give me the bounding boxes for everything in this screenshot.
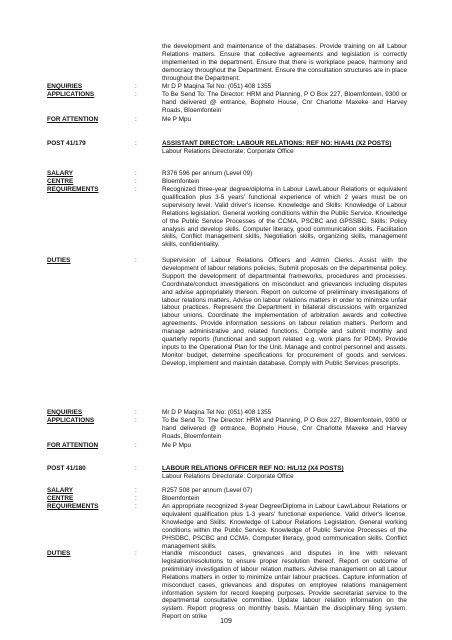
salary-value: R257 508 per annum (Level 07) <box>162 487 253 494</box>
colon: : <box>135 116 137 123</box>
intro-text: the development and maintenance of the databases. Provide training on all Labour Relations matters. Ensure that collective agreements and legislation is correctly implemented in the department. Ensure that there is workplace peace, harmony and democracy throughout the Department. Ensure the consultation structures are in place throughout the Department. <box>162 43 407 82</box>
duties-row-180 <box>47 550 407 621</box>
duties-value: Supervision of Labour Relations Officers and Admin Clerks. Assist with the development of labour relations policies. Submit proposals on the departmental policy. Support the development of departmental frameworks, procedures and processes. Coordinate/conduct investigations on misconduct and grievances including disputes and advise appropriately thereon. Report on outcome of preliminary investigations of labour relations matters. Advise on labour relations matters in order to minimize unfair labour practices. Represent the Department in bilateral discussions with organized labour unions. Coordinate the implementation of arbitration awards and collective agreements. Provide information sessions on labour relation matters. Perform and manage administrative and related functions. Compile and submit monthly and quarterly reports (functional and support related e.g. work plans for PDM). Provide inputs to the Operational Plan for the Unit. Manage and control personnel and assets. Monitor budget, determine specifications for procurement of goods and services. Develop, implement and maintain database. Comply with Public Services prescripts. <box>162 257 407 367</box>
post-title: ASSISTANT DIRECTOR: LABOUR RELATIONS: REF NO: H/A/41 (X2 POSTS) <box>162 140 392 147</box>
enquiries-label: ENQUIRIES <box>47 409 83 416</box>
requirements-row-180 <box>47 503 407 550</box>
requirements-label: REQUIREMENTS <box>47 186 99 193</box>
requirements-value: Recognized three-year degree/diploma in Labour Law/Labour Relations or equivalent qualification plus 3-5 years' functional experience of which 2 years must be on supervisory level. Valid driver's license. Knowledge and Skills: Knowledge of Labour Relations legislation. General working conditions within the Public Service. Knowledge of the Public Service Processes of the CCMA, PSCBC and GPSSBC. Skills: Policy analysis and develop skills. Computer literacy, good communication skills. Facilitation skills, Conflict management skills, Negotiation skills, organizing skills, management skills, confidentiality. <box>162 186 407 249</box>
colon: : <box>135 140 137 147</box>
duties-value: Handle misconduct cases, grievances and disputes in line with relevant legislation/resolutions to ensure proper resolution thereof. Report on outcome of preliminary investigation of labour relation matters. Advise management on all Labour Relations matters in order to minimize unfair labour practices. Capture information of misconduct cases, grievances and disputes on employee relations management information system for record keeping purposes. Provide secretariat service to the departmental consultative committee. Update labour relation information on the system. Report progress on monthly basis. Maintain the disciplinary filing system. Report on strike <box>162 550 407 621</box>
duties-label: DUTIES <box>47 550 71 557</box>
centre-row-180 <box>47 495 407 503</box>
directorate-text: Labour Relations Directorate: Corporate Office <box>162 472 294 480</box>
colon: : <box>135 91 137 98</box>
applications-value: To Be Send To: The Director: HRM and Planning, P O Box 227, Bloemfontein, 9300 or hand delivered @ entrance, Bophelo House, Cnr Charlotte Maxeke and Harvey Roads, Bloemfontein <box>162 91 407 114</box>
centre-row-179 <box>47 178 407 186</box>
post-number-label: POST 41/179 <box>47 140 86 147</box>
enquiries-value: Mr D P Maqina Tel No: (051) 408 1355 <box>162 409 272 416</box>
post-header-180 <box>47 465 407 481</box>
directorate-text: Labour Relations Directorate: Corporate Office <box>162 147 294 155</box>
applications-value: To Be Send To: The Director: HRM and Planning, P O Box 227, Bloemfontein, 9300 or hand delivered @ entrance, Bophelo House, Cnr Charlotte Maxeke and Harvey Roads, Bloemfontein <box>162 417 407 440</box>
salary-value: R376 596 per annum (Level 09) <box>162 170 253 177</box>
colon: : <box>135 465 137 472</box>
attention-label: FOR ATTENTION <box>47 442 99 449</box>
colon: : <box>135 495 137 502</box>
attention-row-1 <box>47 116 407 124</box>
colon: : <box>135 170 137 177</box>
enquiries-row-1 <box>47 83 407 91</box>
attention-value: Me P Mpu <box>162 442 192 449</box>
colon: : <box>135 178 137 185</box>
attention-row-179 <box>47 442 407 450</box>
post-title: LABOUR RELATIONS OFFICER REF NO: H/L/12 (X4 POSTS) <box>162 465 344 472</box>
post-header-179 <box>47 140 407 156</box>
requirements-label: REQUIREMENTS <box>47 503 99 510</box>
colon: : <box>135 417 137 424</box>
enquiries-value: Mr D P Maqina Tel No: (051) 408 1355 <box>162 83 272 90</box>
duties-row-179 <box>47 257 407 368</box>
attention-value: Me P Mpu <box>162 116 192 123</box>
post-number-label: POST 41/180 <box>47 465 86 472</box>
colon: : <box>135 409 137 416</box>
salary-row-179 <box>47 170 407 178</box>
page-number: 109 <box>220 618 232 625</box>
applications-label: APPLICATIONS <box>47 417 95 424</box>
salary-row-180 <box>47 487 407 495</box>
applications-row-179 <box>47 417 407 441</box>
duties-label: DUTIES <box>47 257 71 264</box>
colon: : <box>135 550 137 557</box>
salary-label: SALARY <box>47 170 74 177</box>
colon: : <box>135 257 137 264</box>
colon: : <box>135 503 137 510</box>
colon: : <box>135 442 137 449</box>
centre-value: Bloemfontein <box>162 178 200 185</box>
requirements-value: An appropriate recognized 3-year Degree/Diploma in Labour Law/Labour Relations or equivalent qualification plus 1-3 years' functional experience. Valid driver's license. Knowledge and Skills: Knowledge of Labour Relations Legislation. General working conditions within the Public Service. Knowledge of Public Service Processes of the PHSDBC, PSCBC and CCMA. Computer literacy, good communication skills. Conflict management skills. <box>162 503 407 550</box>
centre-label: CENTRE <box>47 495 74 502</box>
colon: : <box>135 186 137 193</box>
enquiries-label: ENQUIRIES <box>47 83 83 90</box>
applications-row-1 <box>47 91 407 115</box>
colon: : <box>135 487 137 494</box>
salary-label: SALARY <box>47 487 74 494</box>
centre-value: Bloemfontein <box>162 495 200 502</box>
centre-label: CENTRE <box>47 178 74 185</box>
applications-label: APPLICATIONS <box>47 91 95 98</box>
attention-label: FOR ATTENTION <box>47 116 99 123</box>
enquiries-row-179 <box>47 409 407 417</box>
intro-paragraph <box>47 43 407 83</box>
requirements-row-179 <box>47 186 407 249</box>
colon: : <box>135 83 137 90</box>
